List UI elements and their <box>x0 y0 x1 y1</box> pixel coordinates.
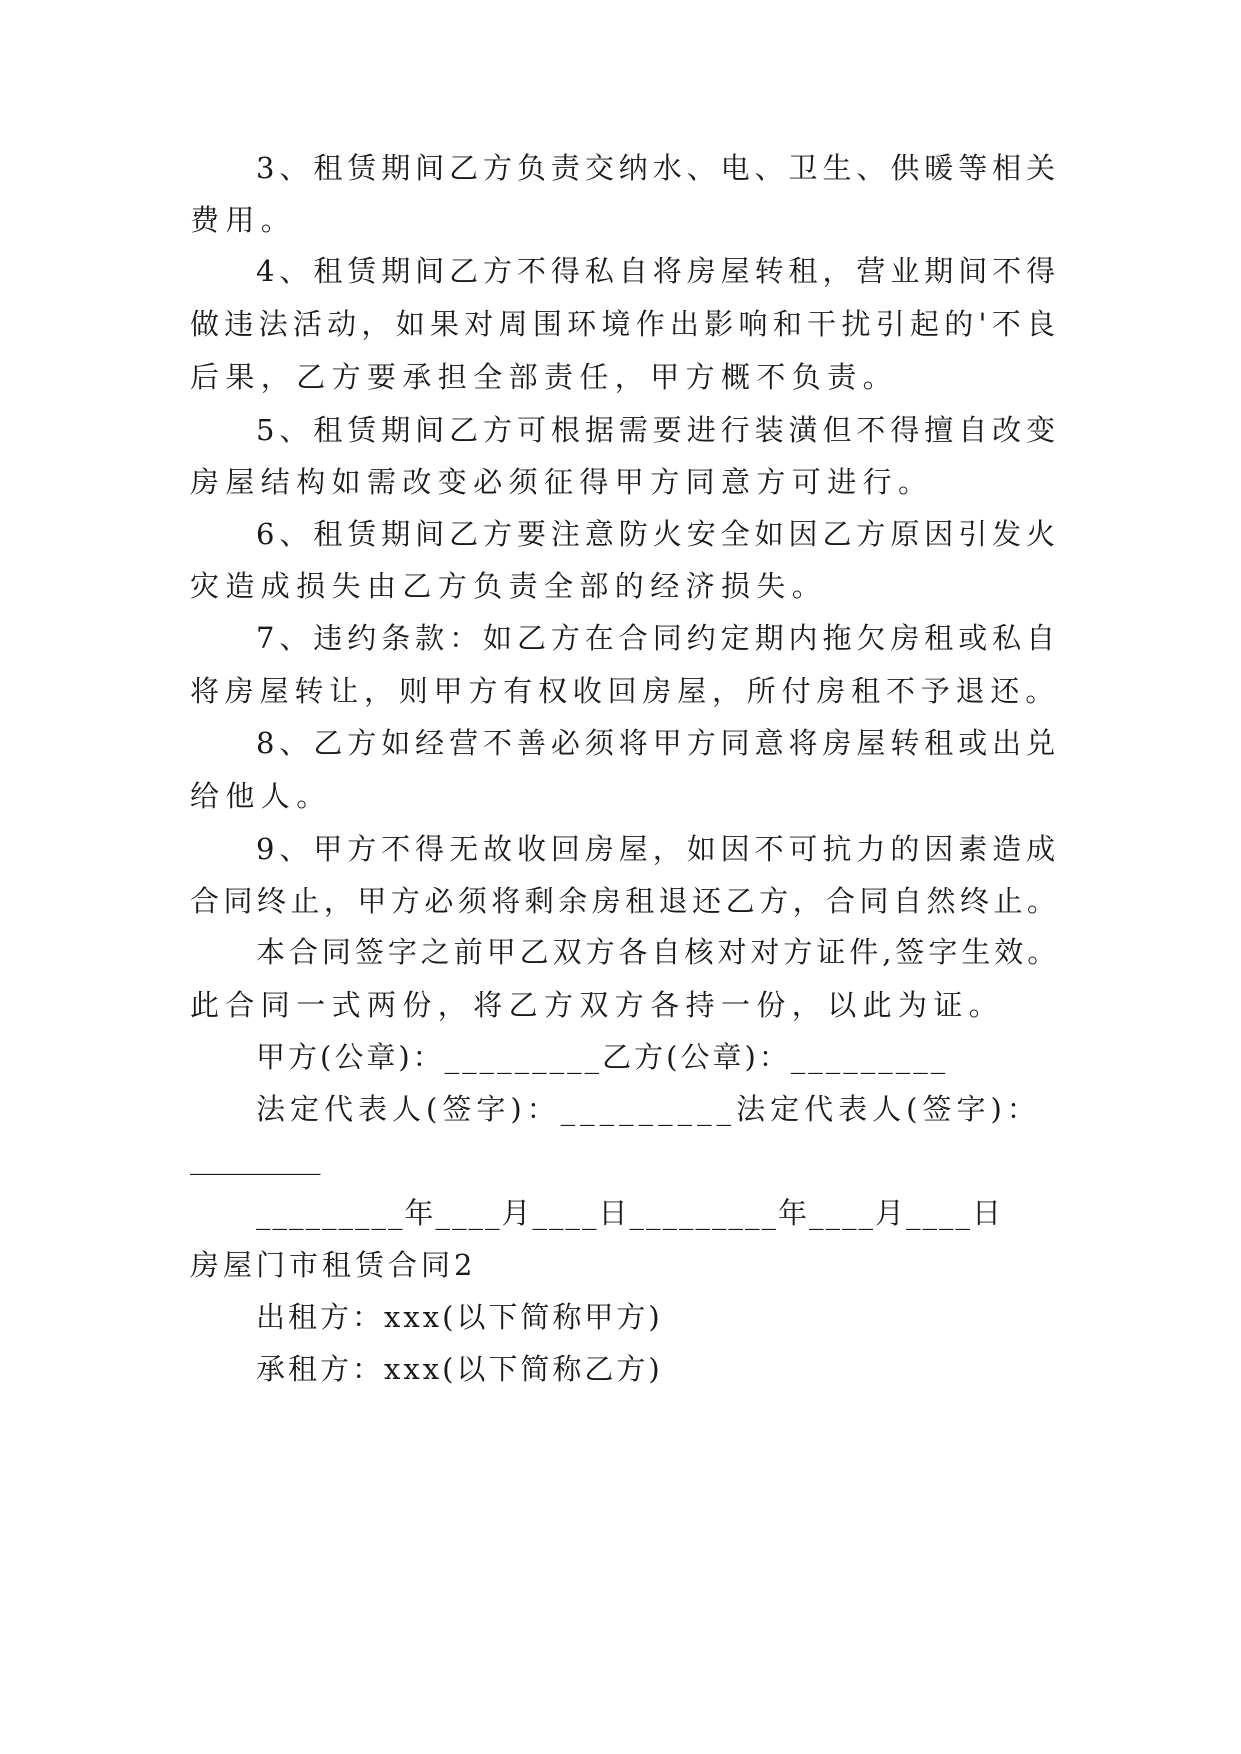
legal-rep-line: 法定代表人(签字)：_________法定代表人(签字)： <box>256 1092 1041 1126</box>
clause-line: 灾造成损失由乙方负责全部的经济损失。 <box>190 569 828 603</box>
clause-line: 此合同一式两份，将乙方双方各持一份，以此为证。 <box>190 988 1005 1022</box>
clause-line: 4、租赁期间乙方不得私自将房屋转租，营业期间不得 <box>256 254 1061 288</box>
clause-line: 后果，乙方要承担全部责任，甲方概不负责。 <box>190 360 899 394</box>
party-seal-line: 甲方(公章)：_________乙方(公章)：_________ <box>256 1040 949 1074</box>
clause-line: 6、租赁期间乙方要注意防火安全如因乙方原因引发火 <box>256 517 1061 551</box>
signature-blank: _________ <box>190 1141 321 1175</box>
clause-line: 8、乙方如经营不善必须将甲方同意将房屋转租或出兑 <box>256 726 1061 760</box>
clause-line: 合同终止，甲方必须将剩余房租退还乙方，合同自然终止。 <box>190 884 1061 918</box>
clause-line: 费用。 <box>190 203 297 237</box>
lessee-line: 承租方：xxx(以下简称乙方) <box>256 1352 663 1386</box>
clause-line: 给他人。 <box>190 779 332 813</box>
lessor-line: 出租方：xxx(以下简称甲方) <box>256 1300 663 1334</box>
date-line: _________年____月____日_________年____月____日 <box>256 1196 1004 1230</box>
clause-line: 本合同签字之前甲乙双方各自核对对方证件,签字生效。 <box>256 935 1061 969</box>
clause-line: 7、违约条款：如乙方在合同约定期内拖欠房租或私自 <box>256 621 1061 655</box>
clause-line: 将房屋转让，则甲方有权收回房屋，所付房租不予退还。 <box>190 674 1061 708</box>
clause-line: 5、租赁期间乙方可根据需要进行装潢但不得擅自改变 <box>256 413 1061 447</box>
contract-2-title: 房屋门市租赁合同2 <box>190 1248 477 1282</box>
clause-line: 做违法活动，如果对周围环境作出影响和干扰引起的'不良 <box>190 307 1061 341</box>
clause-line: 9、甲方不得无故收回房屋，如因不可抗力的因素造成 <box>256 832 1061 866</box>
clause-line: 房屋结构如需改变必须征得甲方同意方可进行。 <box>190 465 934 499</box>
clause-line: 3、租赁期间乙方负责交纳水、电、卫生、供暖等相关 <box>256 151 1061 185</box>
